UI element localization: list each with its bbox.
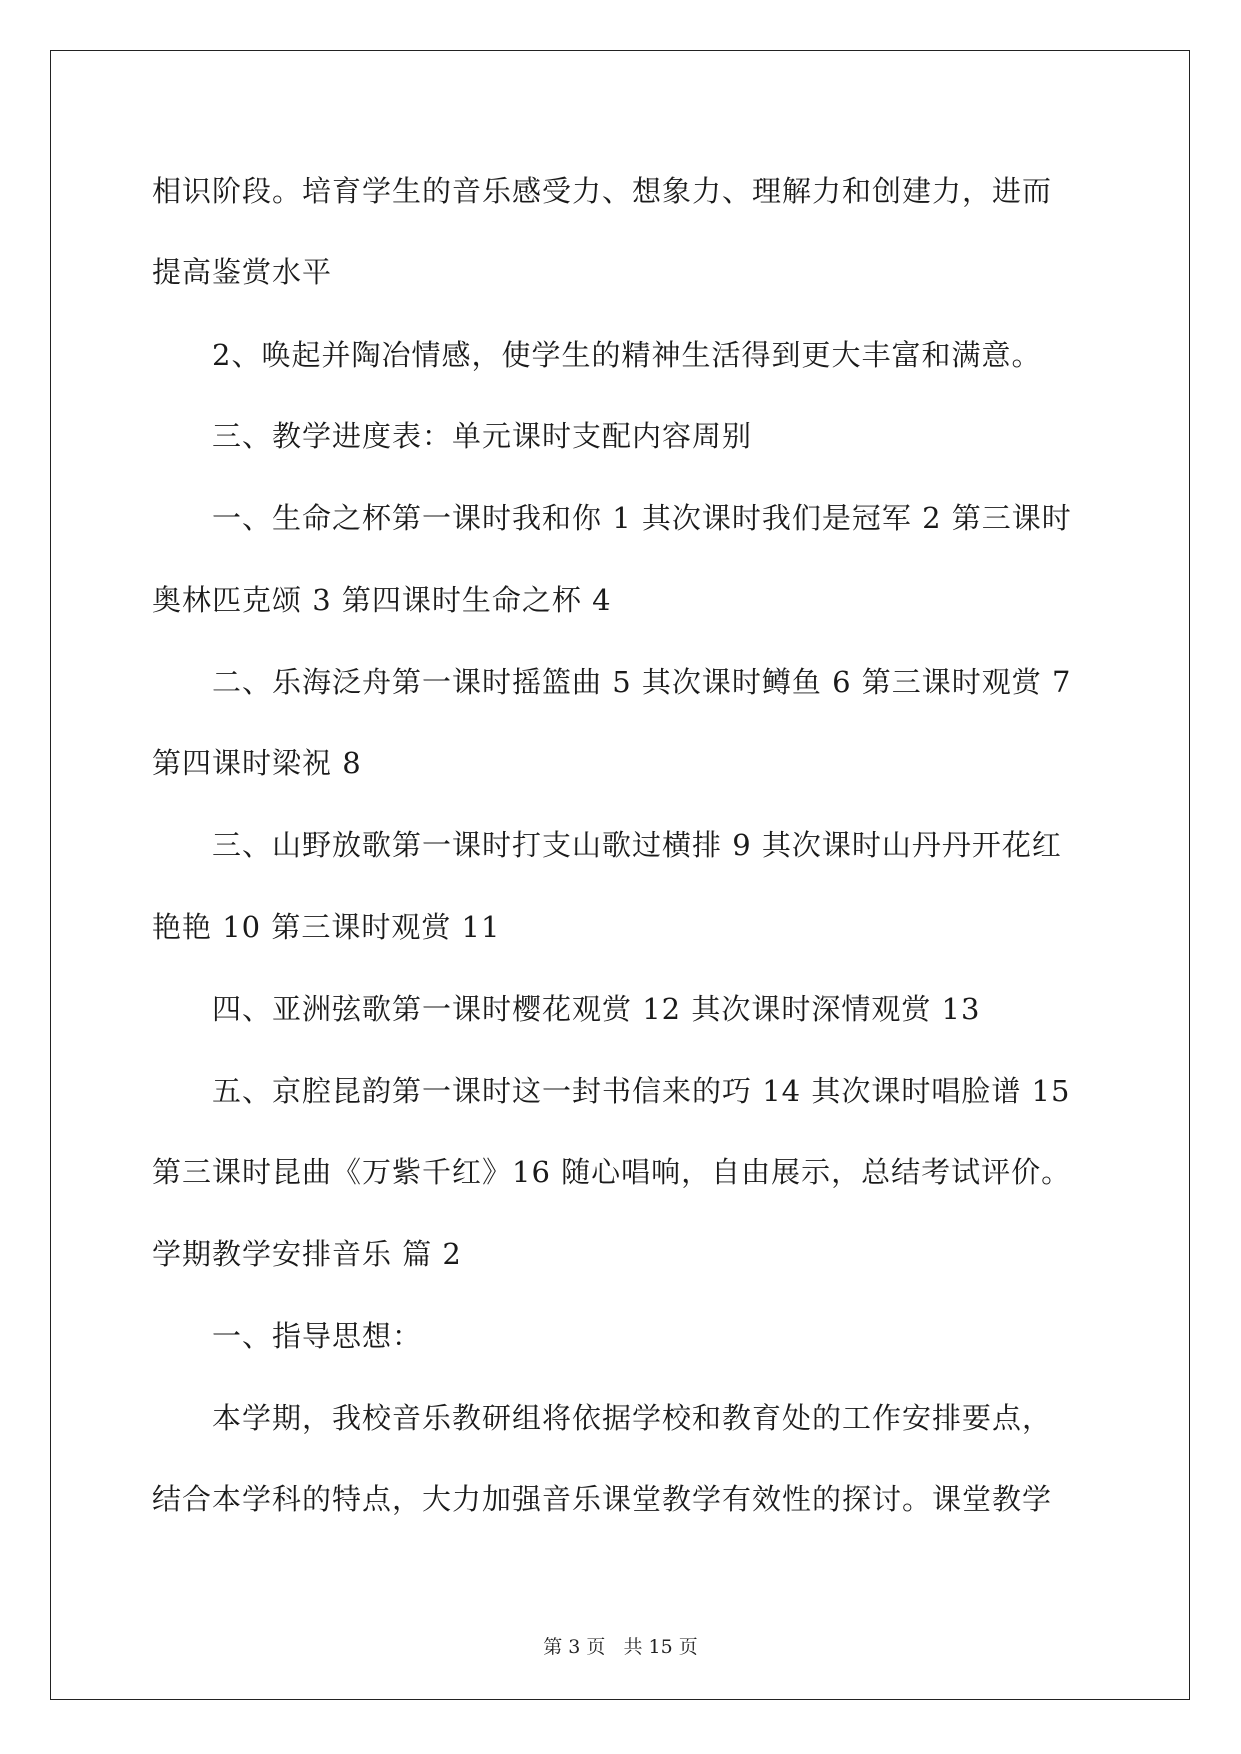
text-line: 四、亚洲弦歌第一课时樱花观赏 12 其次课时深情观赏 13 <box>212 992 981 1026</box>
text-line: 本学期，我校音乐教研组将依据学校和教育处的工作安排要点， <box>212 1401 1053 1435</box>
text-line: 第三课时昆曲《万紫千红》16 随心唱响，自由展示，总结考试评价。 <box>152 1155 1072 1189</box>
page-number: 第 3 页 <box>543 1636 606 1658</box>
section-heading: 三、教学进度表：单元课时支配内容周别 <box>212 419 753 453</box>
text-line: 艳艳 10 第三课时观赏 11 <box>152 910 501 944</box>
text-line: 相识阶段。培育学生的音乐感受力、想象力、理解力和创建力，进而 <box>152 174 1053 208</box>
text-line: 结合本学科的特点，大力加强音乐课堂教学有效性的探讨。课堂教学 <box>152 1482 1053 1516</box>
text-line: 2、唤起并陶冶情感，使学生的精神生活得到更大丰富和满意。 <box>212 338 1042 372</box>
text-line: 第四课时梁祝 8 <box>152 746 362 780</box>
text-line: 奥林匹克颂 3 第四课时生命之杯 4 <box>152 583 612 617</box>
page-border <box>50 50 1190 1700</box>
total-pages: 共 15 页 <box>623 1636 698 1658</box>
article-title: 学期教学安排音乐 篇 2 <box>152 1237 462 1271</box>
text-line: 提高鉴赏水平 <box>152 255 333 289</box>
text-line: 二、乐海泛舟第一课时摇篮曲 5 其次课时鳟鱼 6 第三课时观赏 7 <box>212 665 1072 699</box>
text-line: 一、生命之杯第一课时我和你 1 其次课时我们是冠军 2 第三课时 <box>212 501 1072 535</box>
section-heading: 一、指导思想： <box>212 1319 423 1353</box>
text-line: 三、山野放歌第一课时打支山歌过横排 9 其次课时山丹丹开花红 <box>212 828 1062 862</box>
page-footer <box>0 1635 1241 1659</box>
text-line: 五、京腔昆韵第一课时这一封书信来的巧 14 其次课时唱脸谱 15 <box>212 1074 1071 1108</box>
